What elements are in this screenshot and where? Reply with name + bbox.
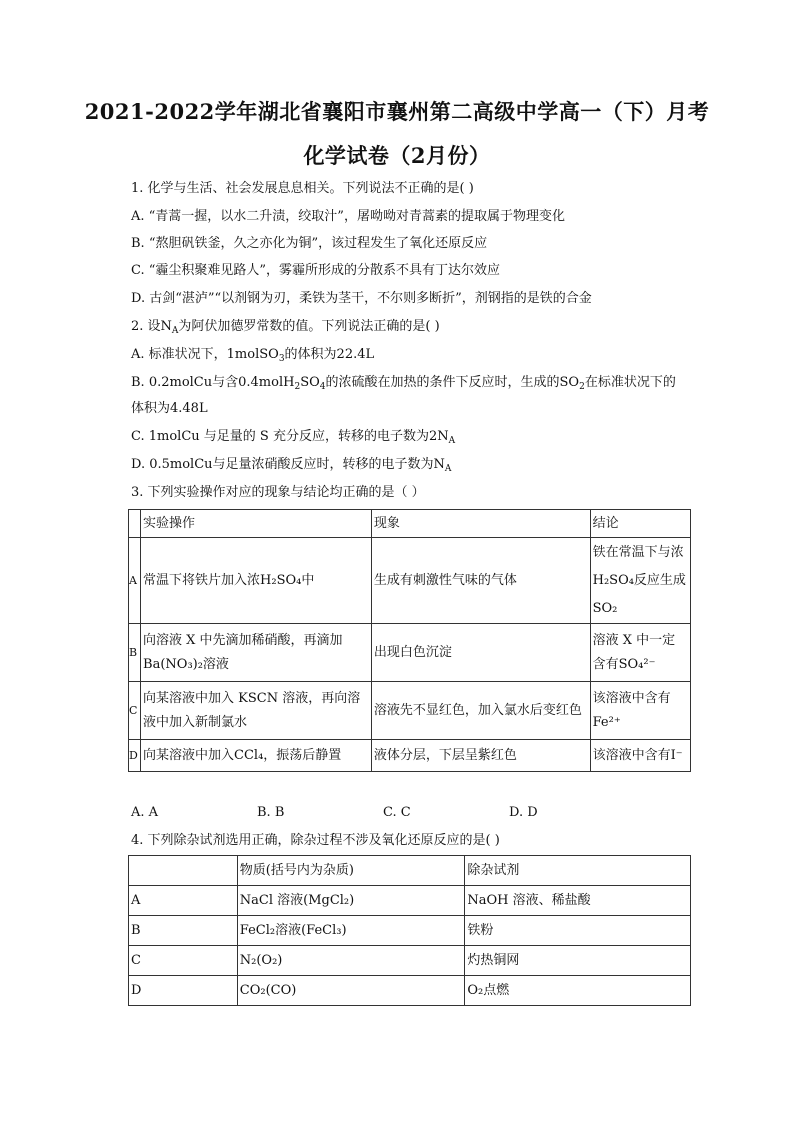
q4-cell-substance: NaCl 溶液(MgCl₂) [237, 886, 465, 916]
q4-table [128, 855, 691, 1006]
q3-row-c [129, 682, 691, 740]
q3-header-blank [129, 510, 141, 538]
q3-cell-operation: 常温下将铁片加入浓H₂SO₄中 [141, 538, 372, 624]
q2-c-pre: C. 1molCu 与足量的 S 充分反应，转移的电子数为2N [131, 429, 449, 444]
q4-row-c [129, 946, 691, 976]
q3-row-label: C [129, 682, 141, 740]
q3-row-label: A [129, 538, 141, 624]
q3-cell-phenomenon: 出现白色沉淀 [371, 624, 590, 682]
q3-option-c: C. C [383, 805, 411, 820]
q3-row-a [129, 538, 691, 624]
q2-b-part2: SO [300, 375, 320, 390]
q3-table [128, 509, 691, 772]
q3-cell-operation: 向某溶液中加入CCl₄，振荡后静置 [141, 740, 372, 772]
q2-stem-post: 为阿伏加德罗常数的值。下列说法正确的是( ) [178, 319, 440, 334]
q1-stem: 1. 化学与生活、社会发展息息相关。下列说法不正确的是( ) [131, 181, 474, 196]
q2-a-pre: A. 标准状况下，1molSO [131, 347, 279, 362]
q1-option-c: C. “霾尘积聚难见路人”，雾霾所形成的分散系不具有丁达尔效应 [131, 263, 501, 278]
q1-option-a: A. “青蒿一握，以水二升渍，绞取汁”，屠呦呦对青蒿素的提取属于物理变化 [131, 209, 565, 224]
q1-option-b: B. “熬胆矾铁釜，久之亦化为铜”，该过程发生了氧化还原反应 [131, 236, 488, 251]
q4-stem: 4. 下列除杂试剂选用正确，除杂过程不涉及氧化还原反应的是( ) [131, 833, 500, 848]
q3-option-a: A. A [131, 805, 159, 820]
q2-c-sub: A [448, 436, 456, 446]
q4-cell-substance: N₂(O₂) [237, 946, 465, 976]
q3-table-header [129, 510, 691, 538]
q2-option-b-line2: 体积为4.48L [131, 401, 208, 416]
exam-title-line1: 2021-2022学年湖北省襄阳市襄州第二高级中学高一（下）月考 [84, 99, 710, 124]
q4-header-reagent: 除杂试剂 [465, 856, 691, 886]
q2-stem [131, 318, 440, 336]
q3-cell-operation: 向溶液 X 中先滴加稀硝酸，再滴加Ba(NO₃)₂溶液 [141, 624, 372, 682]
q1-option-d: D. 古剑“湛泸”“以剂钢为刃，柔铁为茎干，不尔则多断折”，剂钢指的是铁的合金 [131, 291, 592, 306]
q4-header-blank [129, 856, 238, 886]
q3-option-b: B. B [257, 805, 285, 820]
q4-cell-reagent: O₂点燃 [465, 976, 691, 1006]
q4-row-b [129, 916, 691, 946]
q3-cell-phenomenon: 生成有刺激性气味的气体 [371, 538, 590, 624]
q4-row-label: D [129, 976, 238, 1006]
q4-row-label: C [129, 946, 238, 976]
q3-cell-operation: 向某溶液中加入 KSCN 溶液，再向溶液中加入新制氯水 [141, 682, 372, 740]
q2-b-part3: 的浓硫酸在加热的条件下反应时，生成的SO [325, 375, 580, 390]
q2-b-sub3: 2 [579, 382, 585, 392]
q2-option-c [131, 428, 455, 446]
q4-cell-substance: FeCl₂溶液(FeCl₃) [237, 916, 465, 946]
q3-row-label: D [129, 740, 141, 772]
q3-cell-phenomenon: 液体分层，下层呈紫红色 [371, 740, 590, 772]
q4-row-a [129, 886, 691, 916]
q3-row-d [129, 740, 691, 772]
q2-option-a [131, 346, 374, 364]
q4-header-substance: 物质(括号内为杂质) [237, 856, 465, 886]
q3-cell-conclusion: 溶液 X 中一定含有SO₄²⁻ [590, 624, 690, 682]
q2-a-sub: 3 [278, 354, 285, 364]
q4-cell-substance: CO₂(CO) [237, 976, 465, 1006]
q2-b-sub1: 2 [294, 382, 301, 392]
q4-cell-reagent: 铁粉 [465, 916, 691, 946]
q2-d-sub: A [444, 464, 452, 474]
exam-title-line2: 化学试卷（2月份） [303, 143, 491, 168]
q2-a-post: 的体积为22.4L [284, 347, 375, 362]
q4-row-label: A [129, 886, 238, 916]
q4-row-d [129, 976, 691, 1006]
q3-cell-phenomenon: 溶液先不显红色，加入氯水后变红色 [371, 682, 590, 740]
q3-option-d: D. D [509, 805, 538, 820]
q3-header-operation: 实验操作 [141, 510, 372, 538]
q4-cell-reagent: 灼热铜网 [465, 946, 691, 976]
q2-b-part4: 在标准状况下的 [584, 375, 676, 390]
q3-row-label: B [129, 624, 141, 682]
q3-options [131, 804, 538, 822]
q3-row-b [129, 624, 691, 682]
q2-option-d [131, 456, 451, 474]
q2-stem-pre: 2. 设N [131, 319, 172, 334]
q4-row-label: B [129, 916, 238, 946]
q4-cell-reagent: NaOH 溶液、稀盐酸 [465, 886, 691, 916]
q4-table-header [129, 856, 691, 886]
q2-stem-sub: A [171, 326, 179, 336]
q2-b-part1: B. 0.2molCu与含0.4molH [131, 375, 295, 390]
q3-header-conclusion: 结论 [590, 510, 690, 538]
q3-header-phenomenon: 现象 [371, 510, 590, 538]
q3-stem: 3. 下列实验操作对应的现象与结论均正确的是（ ） [131, 485, 425, 500]
q3-cell-conclusion: 该溶液中含有I⁻ [590, 740, 690, 772]
q3-cell-conclusion: 该溶液中含有Fe²⁺ [590, 682, 690, 740]
q3-cell-conclusion: 铁在常温下与浓H₂SO₄反应生成SO₂ [590, 538, 690, 624]
q2-b-sub2: 4 [319, 382, 326, 392]
q2-option-b-line1 [131, 374, 676, 392]
q2-d-pre: D. 0.5molCu与足量浓硝酸反应时，转移的电子数为N [131, 457, 445, 472]
